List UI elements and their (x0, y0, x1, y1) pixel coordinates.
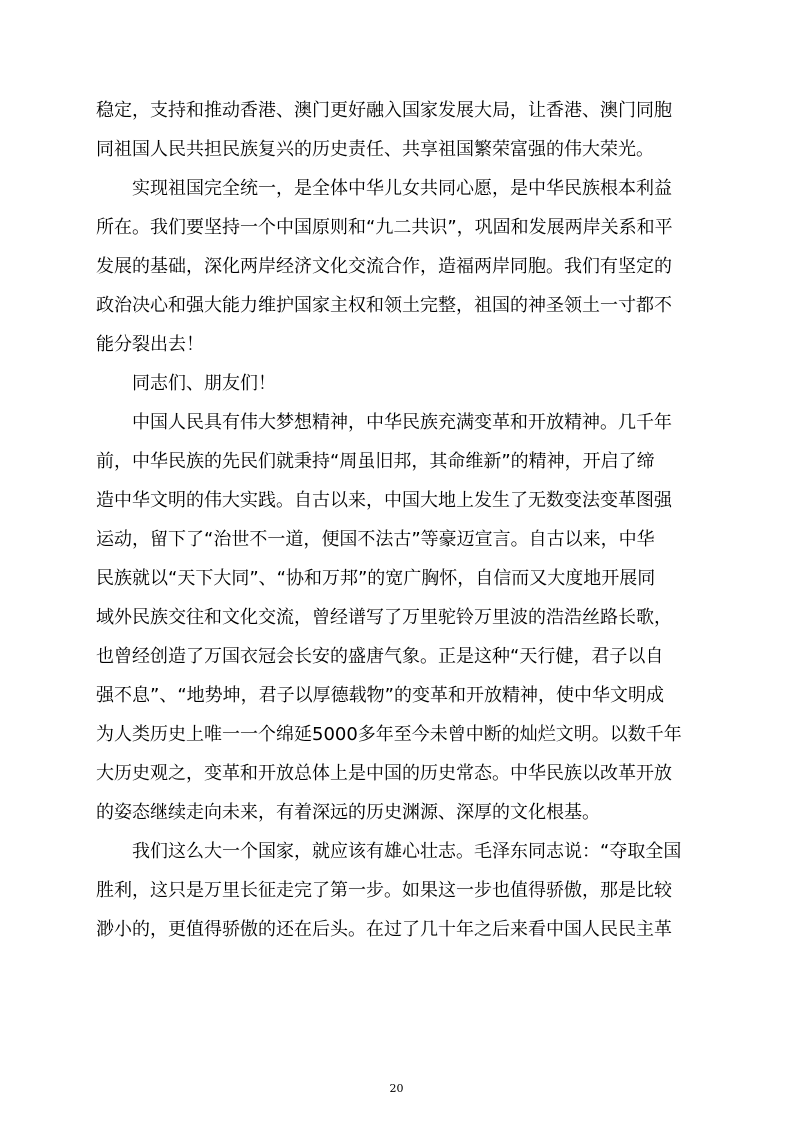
text-line: 域外民族交往和文化交流，曾经谱写了万里驼铃万里波的浩浩丝路长歌， (96, 607, 672, 628)
paragraph-start-line: 中国人民具有伟大梦想精神，中华民族充满变革和开放精神。几千年 (132, 412, 672, 433)
paragraph-start-line: 我们这么大一个国家，就应该有雄心壮志。毛泽东同志说：“夺取全国 (132, 841, 682, 862)
text-line: 同祖国人民共担民族复兴的历史责任、共享祖国繁荣富强的伟大荣光。 (96, 139, 654, 160)
text-line: 强不息”、“地势坤，君子以厚德载物”的变革和开放精神，使中华文明成 (96, 685, 664, 706)
text-line: 民族就以“天下大同”、“协和万邦”的宽广胸怀，自信而又大度地开展同 (96, 568, 656, 589)
text-line: 渺小的，更值得骄傲的还在后头。在过了几十年之后来看中国人民民主革 (96, 919, 672, 940)
text-line: 造中华文明的伟大实践。自古以来，中国大地上发生了无数变法变革图强 (96, 490, 672, 511)
text-line: 前，中华民族的先民们就秉持“周虽旧邦，其命维新”的精神，开启了缔 (96, 451, 655, 472)
text-line: 为人类历史上唯一一个绵延5000多年至今未曾中断的灿烂文明。以数千年 (96, 724, 682, 745)
text-line: 的姿态继续走向未来，有着深远的历史渊源、深厚的文化根基。 (96, 802, 600, 823)
text-line: 胜利，这只是万里长征走完了第一步。如果这一步也值得骄傲，那是比较 (96, 880, 672, 901)
text-line: 也曾经创造了万国衣冠会长安的盛唐气象。正是这种“天行健，君子以自 (96, 646, 664, 667)
body-text (96, 91, 701, 949)
text-line: 发展的基础，深化两岸经济文化交流合作，造福两岸同胞。我们有坚定的 (96, 256, 672, 277)
text-line: 运动，留下了“治世不一道，便国不法古”等豪迈宣言。自古以来，中华 (96, 529, 655, 550)
text-line: 政治决心和强大能力维护国家主权和领土完整，祖国的神圣领土一寸都不 (96, 295, 672, 316)
page-number: 20 (389, 1082, 404, 1095)
text-line: 能分裂出去！ (96, 334, 204, 355)
text-line: 稳定，支持和推动香港、澳门更好融入国家发展大局，让香港、澳门同胞 (96, 100, 672, 121)
text-line: 所在。我们要坚持一个中国原则和“九二共识”，巩固和发展两岸关系和平 (96, 217, 673, 238)
text-line: 大历史观之，变革和开放总体上是中国的历史常态。中华民族以改革开放 (96, 763, 672, 784)
paragraph-start-line: 同志们、朋友们！ (132, 373, 276, 394)
paragraph-start-line: 实现祖国完全统一，是全体中华儿女共同心愿，是中华民族根本利益 (132, 178, 672, 199)
